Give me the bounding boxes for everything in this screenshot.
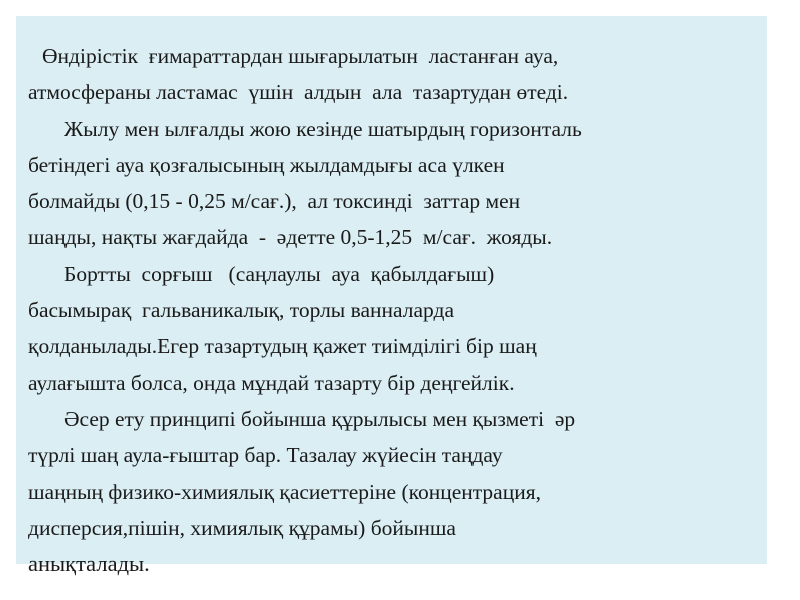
paragraph-2-line-1: Жылу мен ылғалды жою кезінде шатырдың горизонталь (64, 116, 582, 141)
paragraph-2-line-4: шаңды, нақты жағдайда - әдетте 0,5-1,25 м/сағ. жояды. (28, 225, 553, 250)
text-panel (16, 16, 767, 577)
paragraph-4-line-5: анықталады. (28, 551, 150, 577)
paragraph-4-line-1: Әсер ету принципі бойынша құрылысы мен қызметі әр (64, 406, 576, 431)
paragraph-2-line-3: болмайды (0,15 - 0,25 м/сағ.), ал токсинді заттар мен (28, 189, 521, 214)
paragraph-4-line-4: дисперсия,пішін, химиялық құрамы) бойынша (28, 515, 456, 540)
paragraph-2-line-2: бетіндегі ауа қозғалысының жылдамдығы аса үлкен (28, 152, 505, 177)
paragraph-3-line-2: басымырақ гальваникалық, торлы ванналарда (28, 298, 454, 323)
paragraph-1-line-1: Өндірістік ғимараттардан шығарылатын ластанған ауа, (42, 44, 559, 68)
paragraph-4-line-2: түрлі шаң аула-ғыштар бар. Тазалау жүйесін таңдау (28, 443, 503, 468)
paragraph-3-line-1: Бортты сорғыш (саңлаулы ауа қабылдағыш) (64, 261, 495, 286)
paragraph-1-line-2: атмосфераны ластамас үшін алдын ала тазартудан өтеді. (28, 80, 569, 105)
paragraph-3-line-3: қолданылады.Егер тазартудың қажет тиімділігі бір шаң (28, 334, 537, 359)
paragraph-4-line-3: шаңның физико-химиялық қасиеттеріне (концентрация, (28, 479, 541, 504)
paragraph-3-line-4: аулағышта болса, онда мұндай тазарту бір деңгейлік. (28, 370, 515, 395)
